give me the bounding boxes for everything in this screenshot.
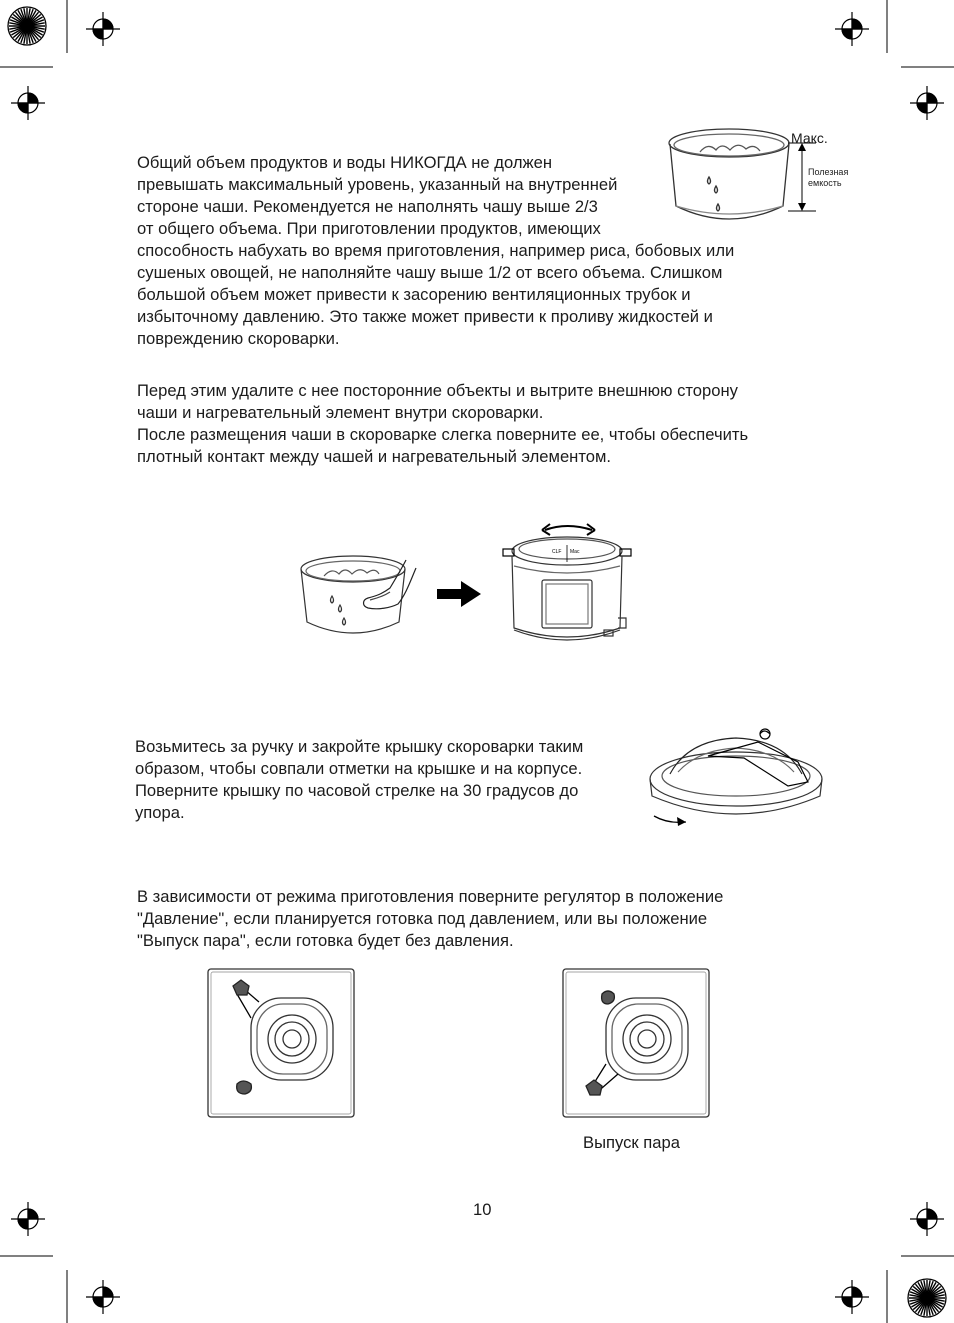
text-line: Поверните крышку по часовой стрелке на 30 градусов до: [135, 781, 579, 800]
text-line: сушеных овощей, не наполняйте чашу выше 1/2 от всего объема. Слишком: [137, 263, 723, 282]
crosshair-mark-top-2: [835, 12, 869, 46]
text-line: стороне чаши. Рекомендуется не наполнять чашу выше 2/3: [137, 197, 598, 216]
text-line: превышать максимальный уровень, указанный на внутренней: [137, 175, 618, 194]
capacity-label-line: емкость: [808, 178, 842, 188]
text-line: способность набухать во время приготовления, например риса, бобовых или: [137, 241, 735, 260]
bowl-placement-paragraph: [137, 380, 748, 468]
text-line: В зависимости от режима приготовления поверните регулятор в положение: [137, 887, 724, 906]
pressure-cooker-illustration: [500, 518, 635, 653]
text-line: упора.: [135, 803, 185, 822]
right-arrow-icon: [437, 581, 483, 607]
regulator-paragraph: [137, 886, 723, 952]
steam-release-caption: Выпуск пара: [583, 1133, 680, 1152]
text-line: Общий объем продуктов и воды НИКОГДА не должен: [137, 153, 552, 172]
text-line: образом, чтобы совпали отметки на крышке и на корпусе.: [135, 759, 583, 778]
text-line: "Давление", если планируется готовка под давлением, или вы положение: [137, 909, 708, 928]
close-lid-paragraph: [135, 736, 583, 824]
text-line: плотный контакт между чашей и нагревательный элементом.: [137, 447, 611, 466]
fill-level-paragraph: [137, 152, 734, 350]
starburst-mark-top-left: [7, 6, 47, 46]
text-line: большой объем может привести к засорению вентиляционных трубок и: [137, 285, 691, 304]
regulator-steam-release-position-illustration: [562, 968, 712, 1120]
crosshair-mark-right-1: [910, 86, 944, 120]
capacity-label-line: Полезная: [808, 167, 849, 177]
crosshair-mark-top-1: [86, 12, 120, 46]
text-line: Возьмитесь за ручку и закройте крышку скороварки таким: [135, 737, 584, 756]
text-line: После размещения чаши в скороварке слегка поверните ее, чтобы обеспечить: [137, 425, 749, 444]
text-line: "Выпуск пара", если готовка будет без давления.: [137, 931, 514, 950]
text-line: избыточному давлению. Это также может привести к проливу жидкостей и: [137, 307, 713, 326]
text-line: чаши и нагревательный элемент внутри скороварки.: [137, 403, 544, 422]
wipe-bowl-illustration: [298, 552, 423, 642]
lid-mark-left: CLF: [552, 549, 562, 555]
crosshair-mark-right-2: [910, 1202, 944, 1236]
text-line: повреждению скороварки.: [137, 329, 340, 348]
crosshair-mark-left-1: [11, 86, 45, 120]
text-line: Перед этим удалите с нее посторонние объекты и вытрите внешнюю сторону: [137, 381, 738, 400]
capacity-label: [808, 167, 848, 189]
crosshair-mark-bottom-1: [86, 1280, 120, 1314]
crosshair-mark-bottom-2: [835, 1280, 869, 1314]
page-number: 10: [473, 1200, 492, 1219]
regulator-pressure-position-illustration: [207, 968, 357, 1120]
lid-rotation-illustration: [648, 724, 828, 834]
lid-mark-right: Mac: [570, 549, 580, 555]
crosshair-mark-left-2: [11, 1202, 45, 1236]
text-line: от общего объема. При приготовлении продуктов, имеющих: [137, 219, 601, 238]
starburst-mark-bottom-right: [907, 1278, 947, 1318]
max-level-label: Макс.: [791, 130, 828, 146]
